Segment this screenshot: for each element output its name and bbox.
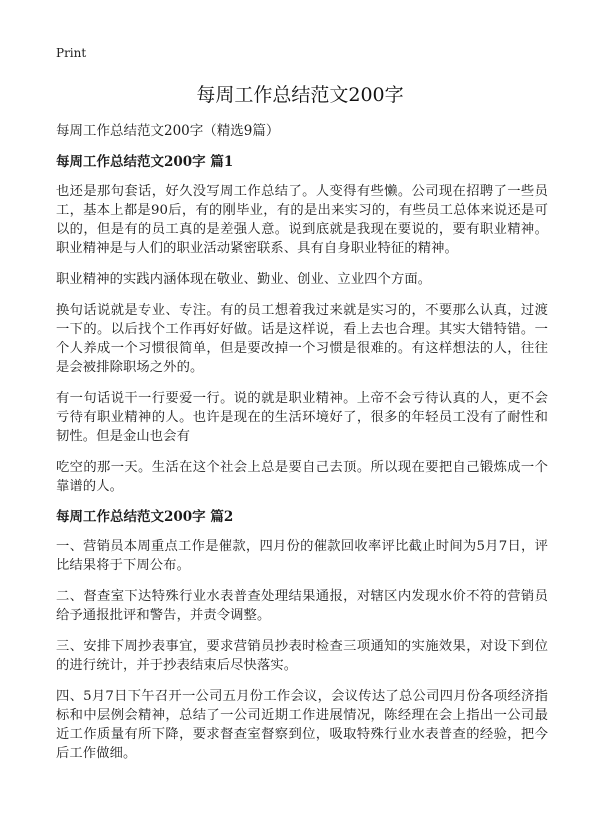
document-subtitle: 每周工作总结范文200字（精选9篇） (56, 123, 280, 139)
document-title: 每周工作总结范文200字 (196, 84, 404, 106)
document-body (56, 122, 548, 775)
print-link[interactable]: Print (56, 46, 87, 60)
paragraph: 吃空的那一天。生活在这个社会上总是要自己去顶。所以现在要把自己锻炼成一个靠谱的人。 (56, 460, 548, 494)
paragraph: 四、5月7日下午召开一公司五月份工作会议，会议传达了总公司四月份各项经济指标和中层例会精神，总结了一公司近期工作进展情况，陈经理在会上指出一公司最近工作质量有所下降，要求督查室督察到位，吸取特殊行业水表普查的经验，把今后工作做细。 (56, 689, 548, 761)
paragraph: 职业精神的实践内涵体现在敬业、勤业、创业、立业四个方面。 (56, 272, 432, 287)
paragraph: 有一句话说干一行要爱一行。说的就是职业精神。上帝不会亏待认真的人，更不会亏待有职业精神的人。也许是现在的生活环境好了，很多的年轻员工没有了耐性和韧性。但是金山也会有 (56, 391, 548, 444)
paragraph: 一、营销员本周重点工作是催款，四月份的催款回收率评比截止时间为5月7日，评比结果将于下周公布。 (56, 539, 548, 573)
paragraph: 换句话说就是专业、专注。有的员工想着我过来就是实习的，不要那么认真，过渡一下的。以后找个工作再好好做。话是这样说，看上去也合理。其实大错特错。一个人养成一个习惯很简单，但是要改掉一个习惯是很难的。有这样想法的人，往往是会被排除职场之外的。 (56, 303, 548, 375)
paragraph: 二、督查室下达特殊行业水表普查处理结果通报，对辖区内发现水价不符的营销员给予通报批评和警告，并责令调整。 (56, 589, 548, 623)
section-1 (56, 153, 548, 496)
paragraph: 三、安排下周抄表事宜，要求营销员抄表时检查三项通知的实施效果，对设下到位的进行统计，并于抄表结束后尽快落实。 (56, 639, 548, 673)
section-heading: 每周工作总结范文200字 篇2 (56, 509, 234, 525)
paragraph: 也还是那句套话，好久没写周工作总结了。人变得有些懒。公司现在招聘了一些员工，基本上都是90后，有的刚毕业，有的是出来实习的，有些员工总体来说还是可以的，但是有的员工真的是差强人意。说到底就是我现在要说的，要有职业精神。职业精神是与人们的职业活动紧密联系、具有自身职业特征的精神。 (56, 184, 548, 256)
section-2 (56, 508, 548, 763)
section-heading: 每周工作总结范文200字 篇1 (56, 154, 234, 170)
